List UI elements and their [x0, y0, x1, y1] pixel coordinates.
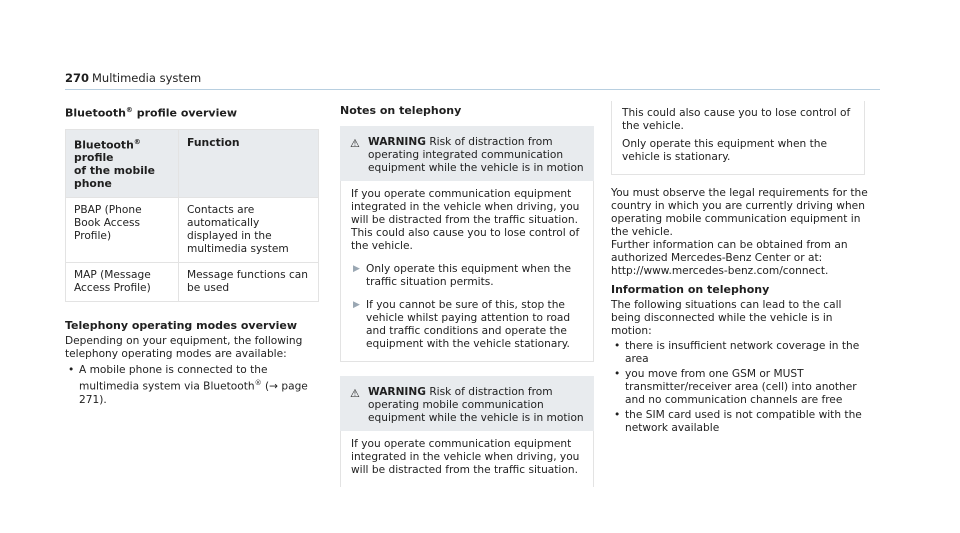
list-item: • there is insufficient network coverage in the area [614, 340, 860, 365]
warning-icon: ⚠ [350, 137, 360, 150]
warning-header: ⚠ WARNING Risk of distraction from operating mobile communication equipment while the vehicle is in motion [340, 376, 594, 431]
table-row [66, 263, 319, 302]
page-header [65, 70, 880, 90]
profile-overview-heading: Bluetooth® profile overview [65, 106, 237, 120]
bullet-icon: • [614, 368, 621, 380]
table-cell: Contacts are automatically displayed in the multimedia system [179, 198, 319, 263]
warning-box [340, 376, 594, 487]
warning-body [340, 431, 594, 487]
table-cell: Message functions can be used [179, 263, 319, 302]
table-cell: PBAP (Phone Book Access Profile) [66, 198, 179, 263]
table-row [66, 198, 319, 263]
table-header-cell: Bluetooth® profile of the mobile phone [66, 129, 179, 198]
action-step: ▶ Only operate this equipment when the traffic situation permits. [353, 263, 572, 288]
modes-heading: Telephony operating modes overview [65, 319, 298, 333]
warning-text: If you operate communication equipment integrated in the vehicle when driving, you will be distracted from the traffic situation. [351, 438, 580, 476]
warning-header: ⚠ WARNING Risk of distraction from operating integrated communication equipment while the vehicle is in motion [340, 126, 594, 181]
list-item: • A mobile phone is connected to the multimedia system via Bluetooth® (→ page 271). [68, 364, 308, 406]
list-item: • the SIM card used is not compatible with the network available [614, 409, 862, 434]
arrow-icon: ▶ [353, 264, 360, 274]
action-step: ▶ If you cannot be sure of this, stop the vehicle whilst paying attention to road and traffic conditions and operate the equipment with the vehicle stationary. [353, 299, 571, 350]
info-heading: Information on telephony [611, 283, 770, 296]
further-info-paragraph: Further information can be obtained from an authorized Mercedes-Benz Center or at: http://www.mercedes-benz.com/connect. [611, 239, 848, 277]
column-middle [340, 104, 596, 487]
bullet-icon: • [614, 409, 621, 421]
legal-paragraph: You must observe the legal requirements for the country in which you are currently driving when operating mobile communication equipment in the vehicle. [611, 187, 868, 238]
warning-text: If you operate communication equipment integrated in the vehicle when driving, you will be distracted from the traffic situation. This could also cause you to lose control of the vehicle. [351, 188, 580, 252]
column-left [65, 104, 325, 407]
table-header-row [66, 129, 319, 198]
column-right [611, 101, 873, 435]
info-intro: The following situations can lead to the call being disconnected while the vehicle is in motion: [611, 299, 842, 337]
warning-icon: ⚠ [350, 387, 360, 400]
section-title: Multimedia system [92, 71, 202, 85]
modes-intro: Depending on your equipment, the following telephony operating modes are available: [65, 335, 303, 361]
list-item: • you move from one GSM or MUST transmitter/receiver area (cell) into another and no communication channels are free [614, 368, 857, 406]
warning-text: This could also cause you to lose control of the vehicle. [622, 107, 851, 132]
warning-continued [611, 101, 865, 175]
warning-text: Only operate this equipment when the vehicle is stationary. [622, 138, 828, 163]
notes-heading: Notes on telephony [340, 104, 462, 117]
table-header-cell: Function [179, 129, 319, 198]
bullet-icon: • [614, 340, 621, 352]
table-cell: MAP (Message Access Profile) [66, 263, 179, 302]
profile-table [65, 129, 319, 303]
arrow-icon: ▶ [353, 300, 360, 310]
bullet-icon: • [68, 364, 75, 377]
page-number: 270 [65, 71, 90, 85]
warning-body [340, 181, 594, 362]
warning-box [340, 126, 594, 362]
